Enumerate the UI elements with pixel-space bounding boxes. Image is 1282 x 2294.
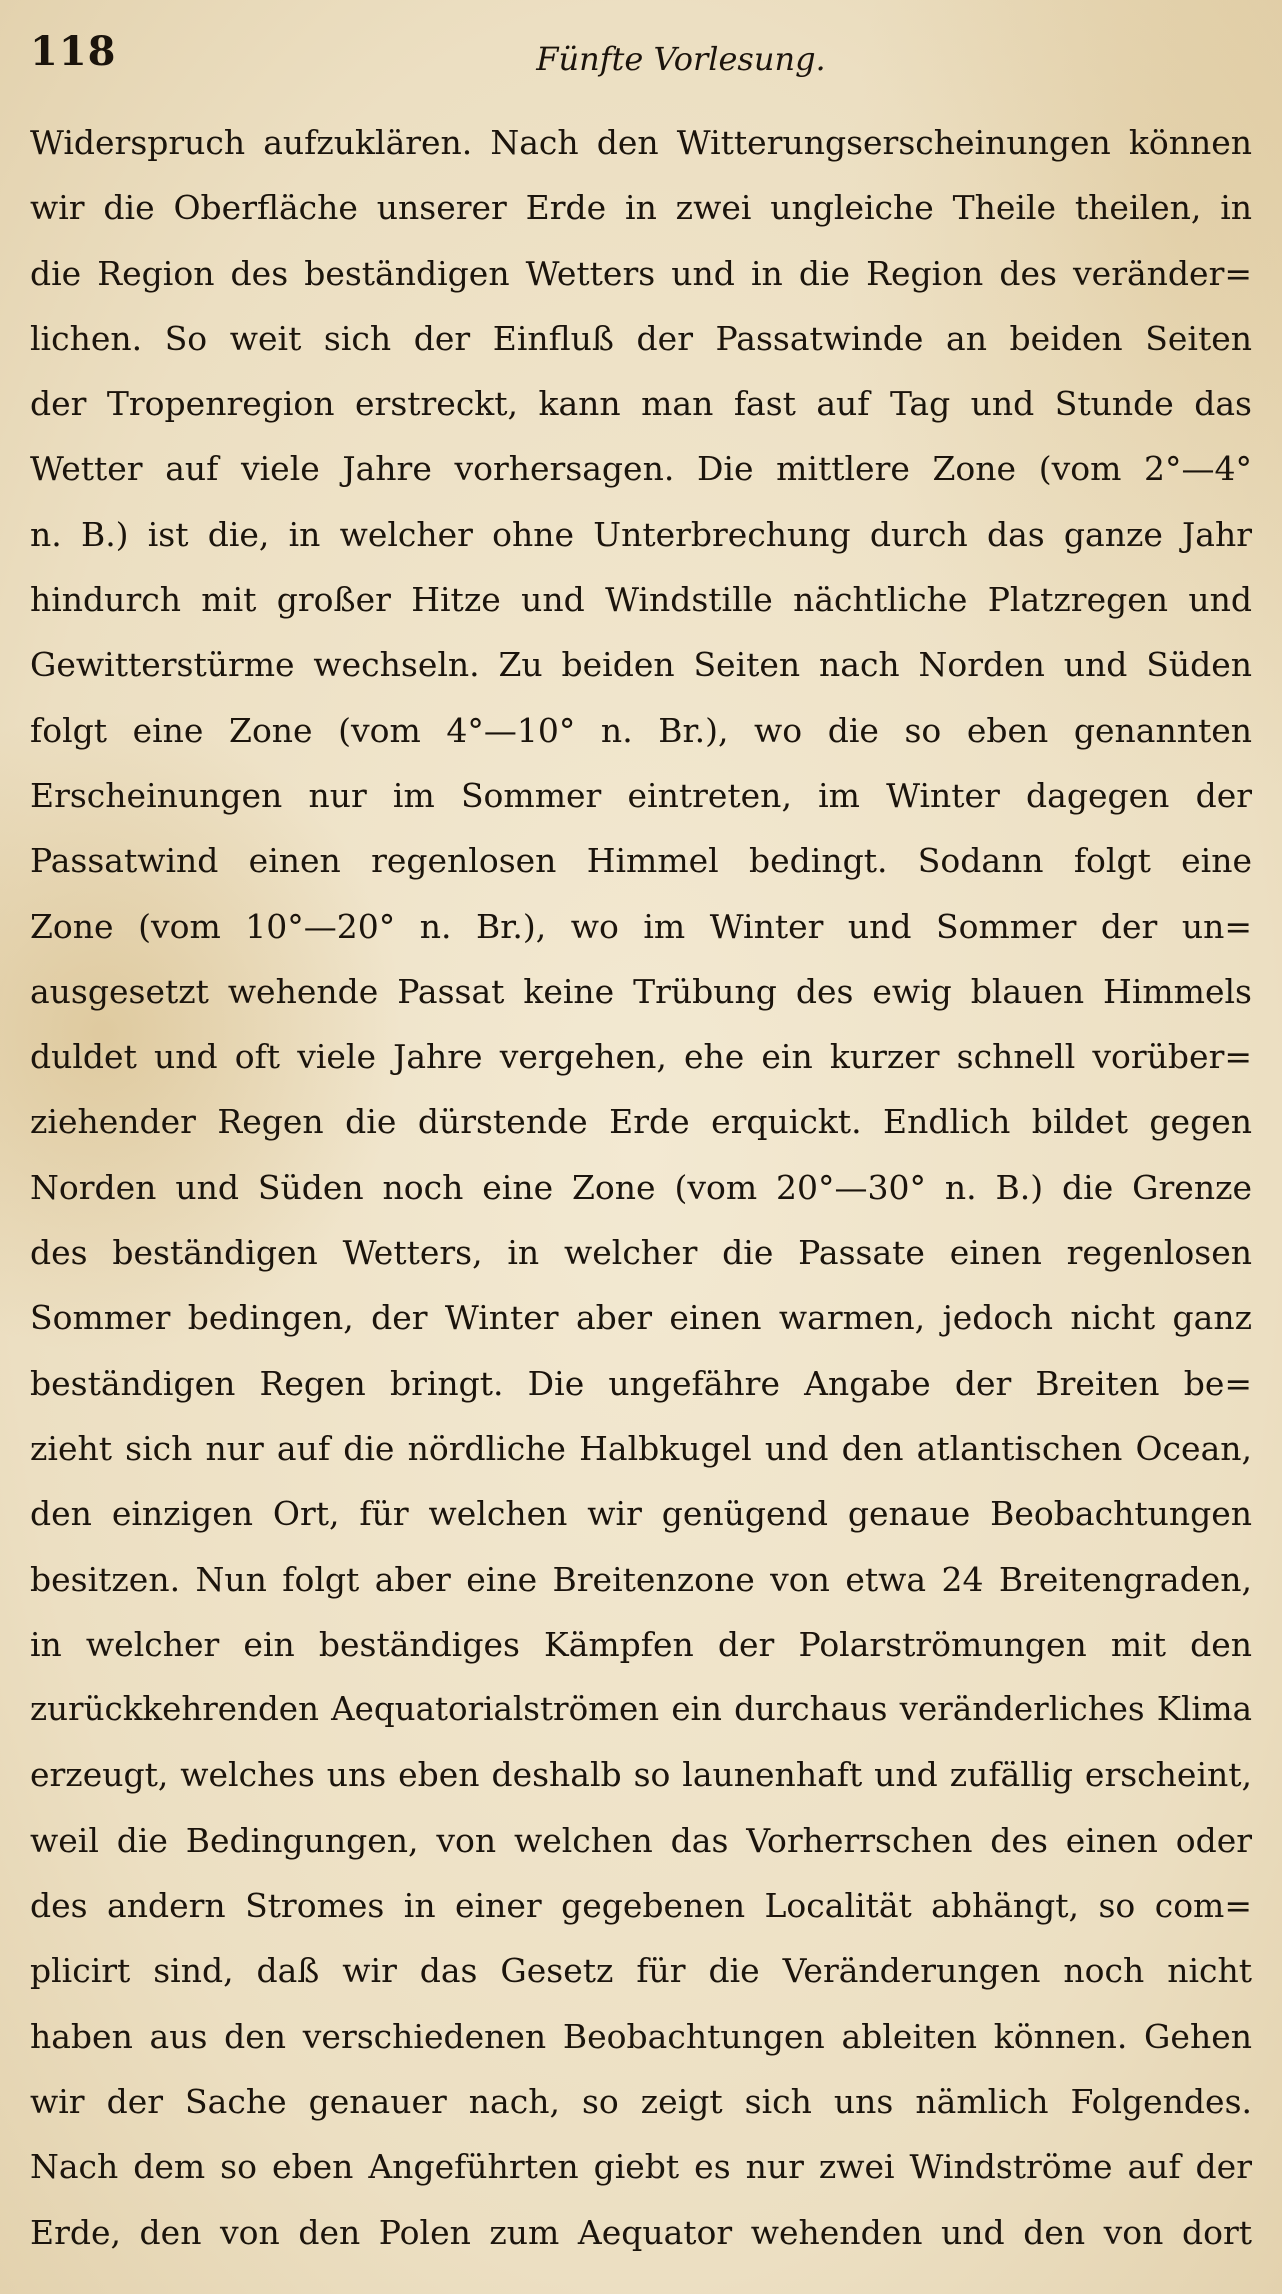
- text-line: duldet und oft viele Jahre vergehen, ehe ein kurzer schnell vorüber=: [30, 1037, 1252, 1077]
- text-line: Passatwind einen regenlosen Himmel bedingt. Sodann folgt eine: [30, 841, 1252, 881]
- text-line: besitzen. Nun folgt aber eine Breitenzone von etwa 24 Breitengraden,: [30, 1559, 1252, 1599]
- text-line: in welcher ein beständiges Kämpfen der Polarströmungen mit den: [30, 1624, 1252, 1664]
- text-line: ausgesetzt wehende Passat keine Trübung des ewig blauen Himmels: [30, 971, 1252, 1011]
- text-line: Erde, den von den Polen zum Aequator wehenden und den von dort: [30, 2212, 1252, 2252]
- text-line: ziehender Regen die dürstende Erde erquickt. Endlich bildet gegen: [30, 1102, 1252, 1142]
- text-line: beständigen Regen bringt. Die ungefähre Angabe der Breiten be=: [30, 1363, 1252, 1403]
- text-line: zurückkehrenden Aequatorialströmen ein durchaus veränderliches Klima: [30, 1690, 1252, 1729]
- text-line: lichen. So weit sich der Einfluß der Passatwinde an beiden Seiten: [30, 318, 1252, 358]
- text-line: plicirt sind, daß wir das Gesetz für die Veränderungen noch nicht: [30, 1951, 1252, 1991]
- text-line: n. B.) ist die, in welcher ohne Unterbrechung durch das ganze Jahr: [30, 514, 1252, 554]
- page-header: [30, 22, 1252, 82]
- text-line: Norden und Süden noch eine Zone (vom 20°—30° n. B.) die Grenze: [30, 1167, 1252, 1207]
- text-line: wir die Oberfläche unserer Erde in zwei ungleiche Theile theilen, in: [30, 188, 1252, 228]
- running-head: Fünfte Vorlesung.: [536, 40, 826, 78]
- text-line: den einzigen Ort, für welchen wir genügend genaue Beobachtungen: [30, 1494, 1252, 1534]
- text-line: weil die Bedingungen, von welchen das Vorherrschen des einen oder: [30, 1820, 1252, 1860]
- text-line: Zone (vom 10°—20° n. Br.), wo im Winter und Sommer der un=: [30, 906, 1252, 946]
- text-line: der Tropenregion erstreckt, kann man fast auf Tag und Stunde das: [30, 384, 1252, 424]
- body-text: [30, 110, 1252, 2265]
- text-line: des beständigen Wetters, in welcher die Passate einen regenlosen: [30, 1233, 1252, 1273]
- text-line: Wetter auf viele Jahre vorhersagen. Die mittlere Zone (vom 2°—4°: [30, 449, 1252, 489]
- text-line: Widerspruch aufzuklären. Nach den Witterungserscheinungen können: [30, 123, 1252, 162]
- page-number: 118: [30, 28, 117, 75]
- text-line: Erscheinungen nur im Sommer eintreten, im Winter dagegen der: [30, 775, 1252, 815]
- text-line: des andern Stromes in einer gegebenen Localität abhängt, so com=: [30, 1886, 1252, 1926]
- text-line: haben aus den verschiedenen Beobachtungen ableiten können. Gehen: [30, 2016, 1252, 2056]
- text-line: wir der Sache genauer nach, so zeigt sich uns nämlich Folgendes.: [30, 2081, 1252, 2121]
- text-line: Nach dem so eben Angeführten giebt es nur zwei Windströme auf der: [30, 2147, 1252, 2187]
- text-line: hindurch mit großer Hitze und Windstille nächtliche Platzregen und: [30, 580, 1252, 620]
- text-line: Sommer bedingen, der Winter aber einen warmen, jedoch nicht ganz: [30, 1298, 1252, 1338]
- text-line: Gewitterstürme wechseln. Zu beiden Seiten nach Norden und Süden: [30, 645, 1252, 685]
- text-line: folgt eine Zone (vom 4°—10° n. Br.), wo die so eben genannten: [30, 710, 1252, 750]
- text-line: die Region des beständigen Wetters und in die Region des veränder=: [30, 253, 1252, 293]
- text-line: erzeugt, welches uns eben deshalb so launenhaft und zufällig erscheint,: [30, 1755, 1252, 1795]
- text-line: zieht sich nur auf die nördliche Halbkugel und den atlantischen Ocean,: [30, 1428, 1252, 1468]
